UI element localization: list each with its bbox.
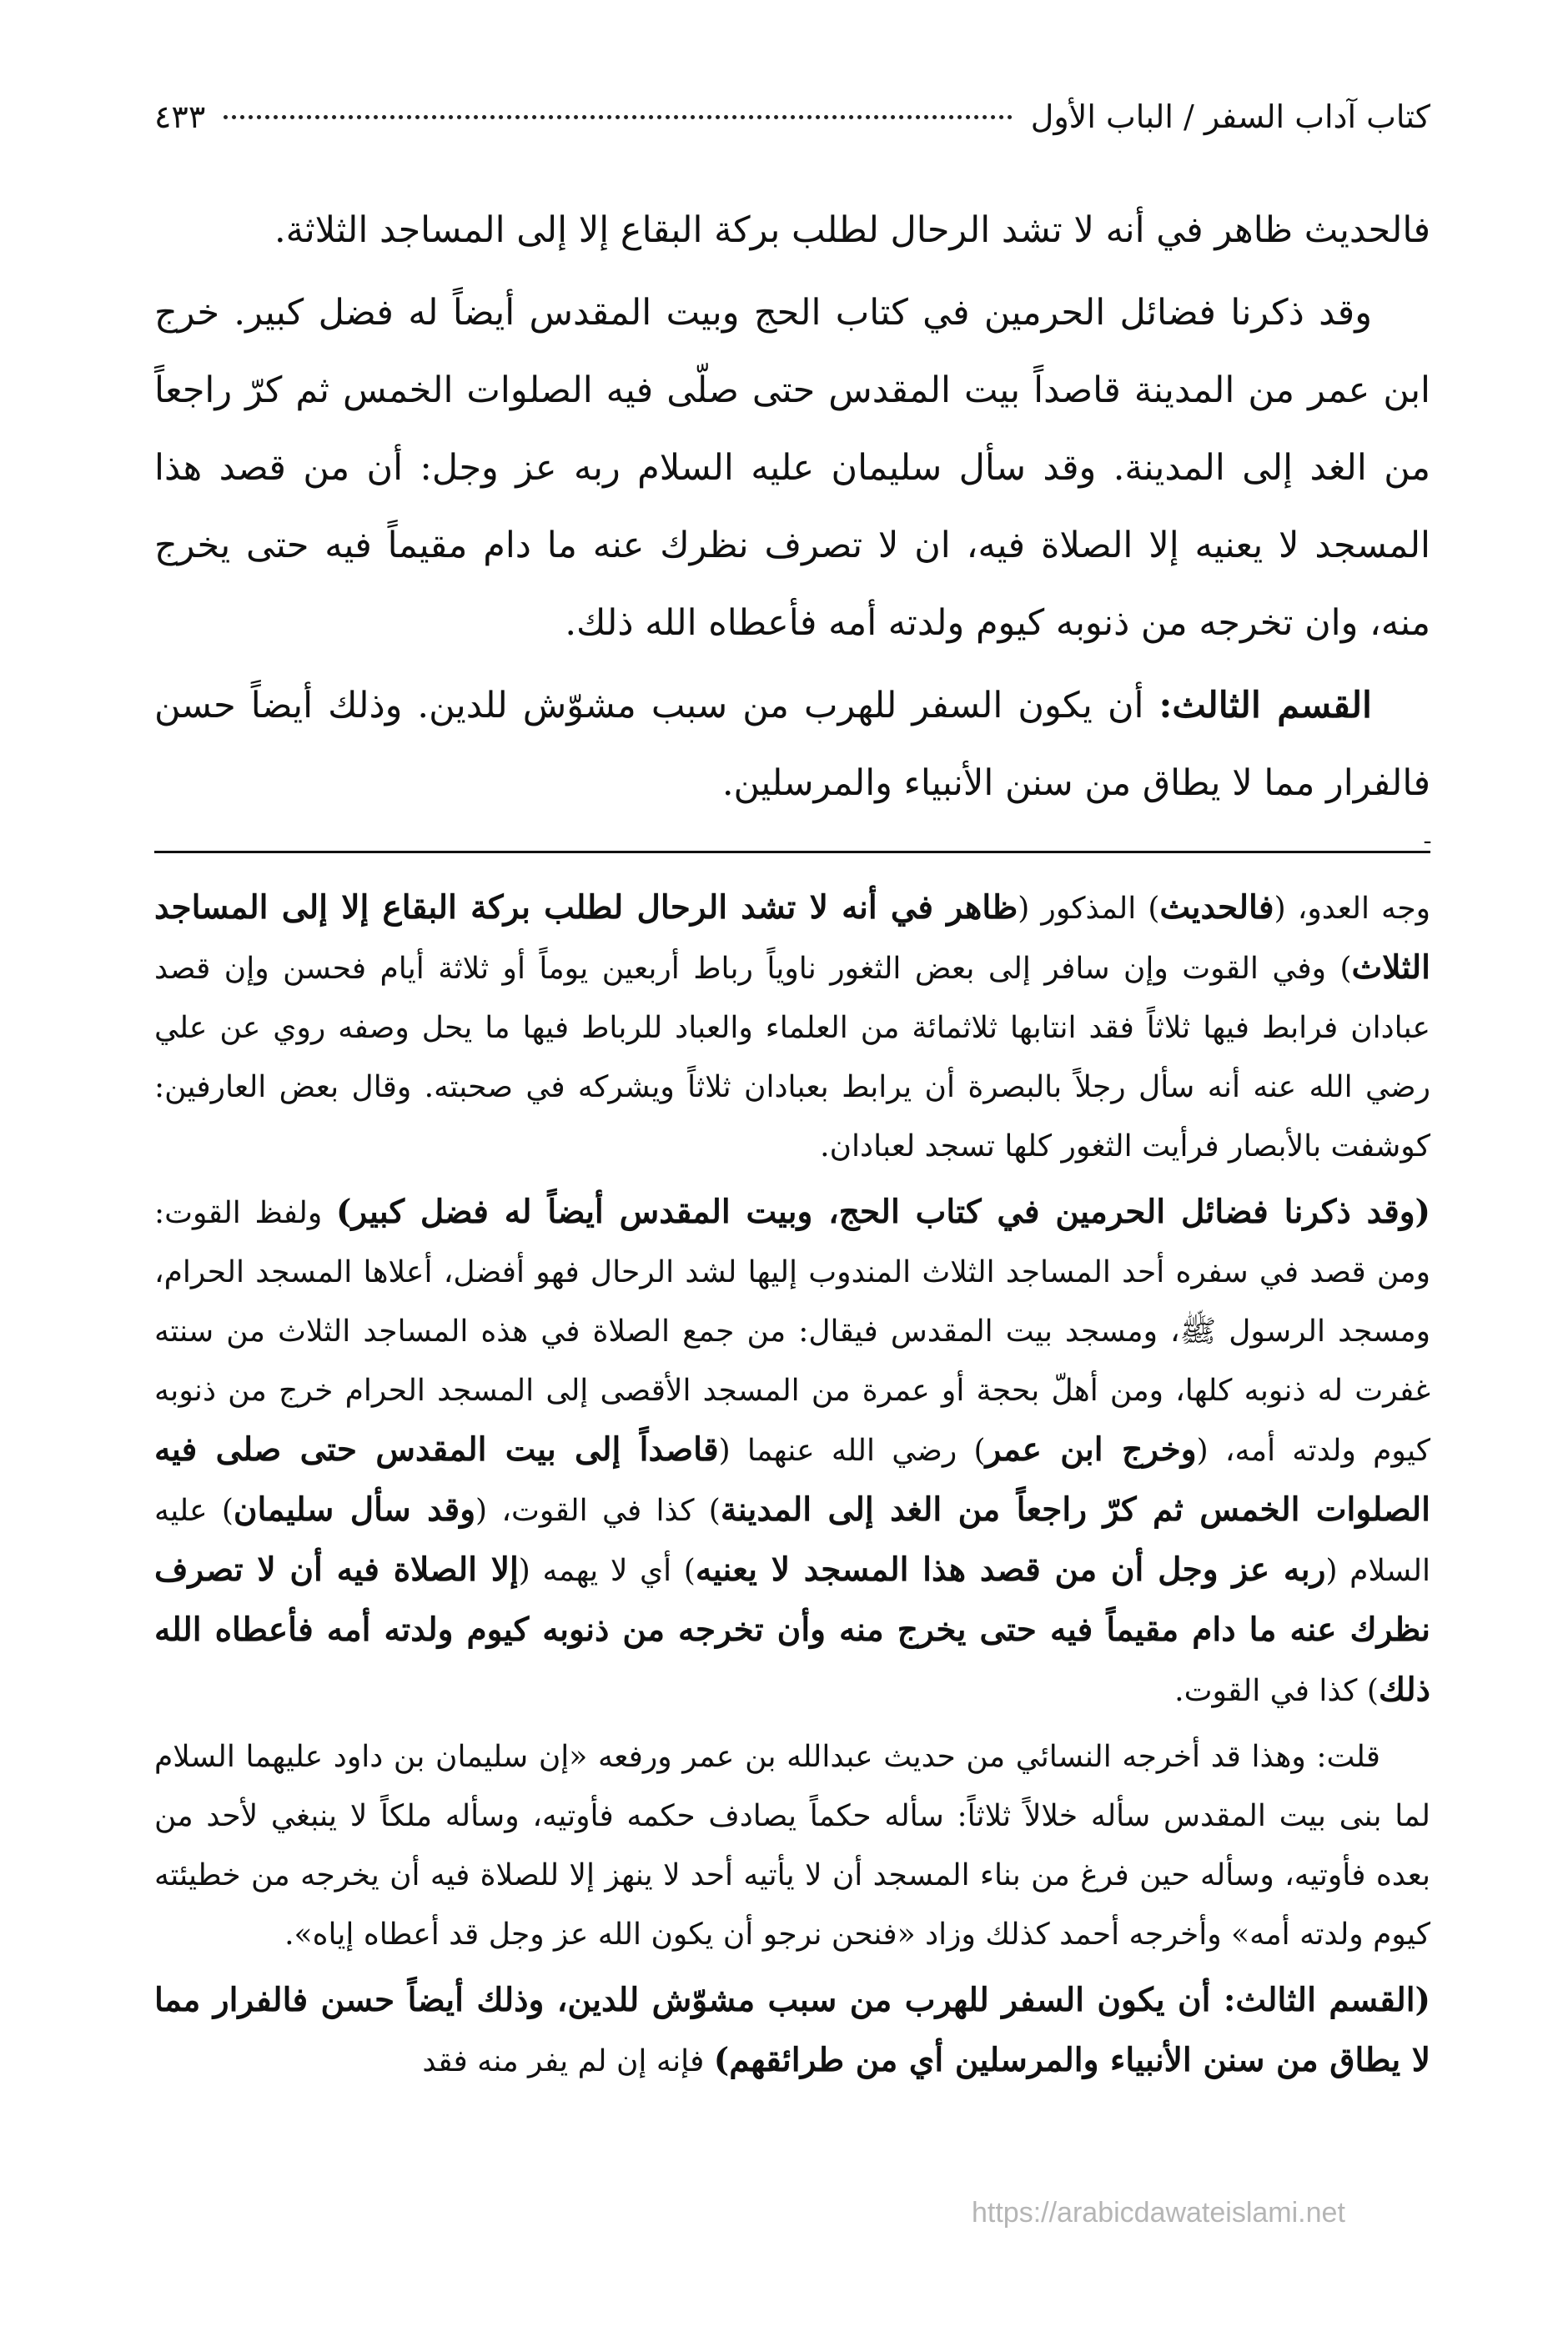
commentary-paragraph-4	[154, 1971, 1430, 2091]
commentary-text: ) كذا في القوت، (	[475, 1494, 721, 1528]
quoted-matn: إلا الصلاة فيه أن لا تصرف نظرك عنه ما دام مقيماً فيه حتى يخرج منه وأن تخرجه من ذنوبه كيوم ولدته أمه فأعطاه الله ذلك	[154, 1550, 1430, 1709]
section-heading-third: القسم الثالث:	[1158, 685, 1372, 726]
commentary-paragraph-3: قلت: وهذا قد أخرجه النسائي من حديث عبدالله بن عمر ورفعه «إن سليمان بن داود عليهما السلام لما بنى بيت المقدس سأله خلالاً ثلاثاً: سأله حكماً يصادف حكمه فأوتيه، وسأله ملكاً لا ينبغي لأحد من بعده فأوتيه، وسأله حين فرغ من بناء المسجد أن لا يأتيه أحد لا ينهز إلا للصلاة فيه أن يخرجه من خطيئته كيوم ولدته أمه» وأخرجه أحمد كذلك وزاد «فنحن نرجو أن يكون الله عز وجل قد أعطاه إياه».	[154, 1740, 1431, 1952]
main-paragraph-2: وقد ذكرنا فضائل الحرمين في كتاب الحج وبيت المقدس أيضاً له فضل كبير. خرج ابن عمر من المدينة قاصداً بيت المقدس حتى صلّى فيه الصلوات الخمس ثم كرّ راجعاً من الغد إلى المدينة. وقد سأل سليمان عليه السلام ربه عز وجل: أن من قصد هذا المسجد لا يعنيه إلا الصلاة فيه، ان لا تصرف نظرك عنه ما دام مقيماً فيه حتى يخرج منه، وان تخرجه من ذنوبه كيوم ولدته أمه فأعطاه الله ذلك.	[154, 292, 1430, 644]
footnote-separator	[154, 825, 1430, 853]
quoted-matn: وقد سأل سليمان	[233, 1490, 476, 1529]
quoted-matn: (القسم الثالث: أن يكون السفر للهرب من سبب مشوّش للدين، وذلك أيضاً حسن فالفرار مما لا يطاق من سنن الأنبياء والمرسلين أي من طرائقهم)	[154, 1981, 1430, 2079]
main-text	[154, 192, 1430, 822]
quoted-matn: (وقد ذكرنا فضائل الحرمين في كتاب الحج، وبيت المقدس أيضاً له فضل كبير)	[335, 1193, 1431, 1231]
commentary-text: فإنه إن لم يفر منه فقد	[422, 2044, 714, 2078]
commentary-text: ) أي لا يهمه (	[518, 1554, 696, 1588]
commentary-paragraph-2	[154, 1183, 1430, 1721]
watermark-url: https://arabicdawateislami.net	[972, 2197, 1345, 2229]
commentary-text: ) رضي الله عنهما (	[718, 1434, 986, 1468]
commentary-text: وجه العدو، (	[1274, 892, 1431, 926]
running-header-title: كتاب آداب السفر / الباب الأول	[1030, 98, 1430, 135]
commentary-paragraph-1	[154, 878, 1430, 1176]
page-number: ٤٣٣	[154, 98, 206, 135]
main-paragraph-1: فالحديث ظاهر في أنه لا تشد الرحال لطلب بركة البقاع إلا إلى المساجد الثلاثة.	[274, 209, 1430, 251]
quoted-matn: ظاهر في أنه لا تشد الرحال لطلب بركة البقاع إلا إلى المساجد الثلاث	[154, 888, 1430, 987]
book-page	[154, 92, 1430, 2260]
commentary-text: ) عليه السلام (	[154, 1494, 1431, 1588]
commentary-text: ) كذا في القوت.	[1174, 1674, 1379, 1708]
commentary	[154, 878, 1430, 2091]
commentary-text: ولفظ القوت: ومن قصد في سفره أحد المساجد الثلاث المندوب إليها لشد الرحال فهو أفضل، أعلاها المسجد الحرام، ومسجد الرسول ﷺ، ومسجد بيت المقدس فيقال: من جمع الصلاة في هذه المساجد الثلاث من سنته غفرت له ذنوبه كلها، ومن أهلّ بحجة أو عمرة من المسجد الأقصى إلى المسجد الحرام خرج من ذنوبه كيوم ولدته أمه، (	[154, 1196, 1430, 1468]
main-paragraph-3	[154, 667, 1430, 822]
header-dot-leader	[224, 115, 1012, 119]
quoted-matn: فالحديث	[1159, 888, 1274, 927]
commentary-text: ) المذكور (	[1018, 892, 1160, 926]
quoted-matn: وخرج ابن عمر	[985, 1430, 1197, 1469]
commentary-text: ) وفي القوت وإن سافر إلى بعض الثغور ناوياً رباط أربعين يوماً أو ثلاثة أيام فحسن وإن قصد عبادان فرابط فيها ثلاثاً فقد انتابها ثلاثمائة من العلماء والعباد للرباط فيها ما يحل وصفه روي عن علي رضي الله عنه أنه سأل رجلاً بالبصرة أن يرابط بعبادان ثلاثاً ويشركه في صحبته. وقال بعض العارفين: كوشفت بالأبصار فرأيت الثغور كلها تسجد لعبادان.	[154, 952, 1430, 1163]
footnote-marker: ـ	[1424, 825, 1430, 848]
running-header	[154, 92, 1430, 158]
quoted-matn: ربه عز وجل أن من قصد هذا المسجد لا يعنيه	[695, 1550, 1326, 1589]
quoted-matn: قاصداً إلى بيت المقدس حتى صلى فيه الصلوات الخمس ثم كرّ راجعاً من الغد إلى المدينة	[154, 1430, 1430, 1529]
main-paragraph-3-text: أن يكون السفر للهرب من سبب مشوّش للدين. وذلك أيضاً حسن فالفرار مما لا يطاق من سنن الأنبياء والمرسلين.	[154, 685, 1430, 804]
